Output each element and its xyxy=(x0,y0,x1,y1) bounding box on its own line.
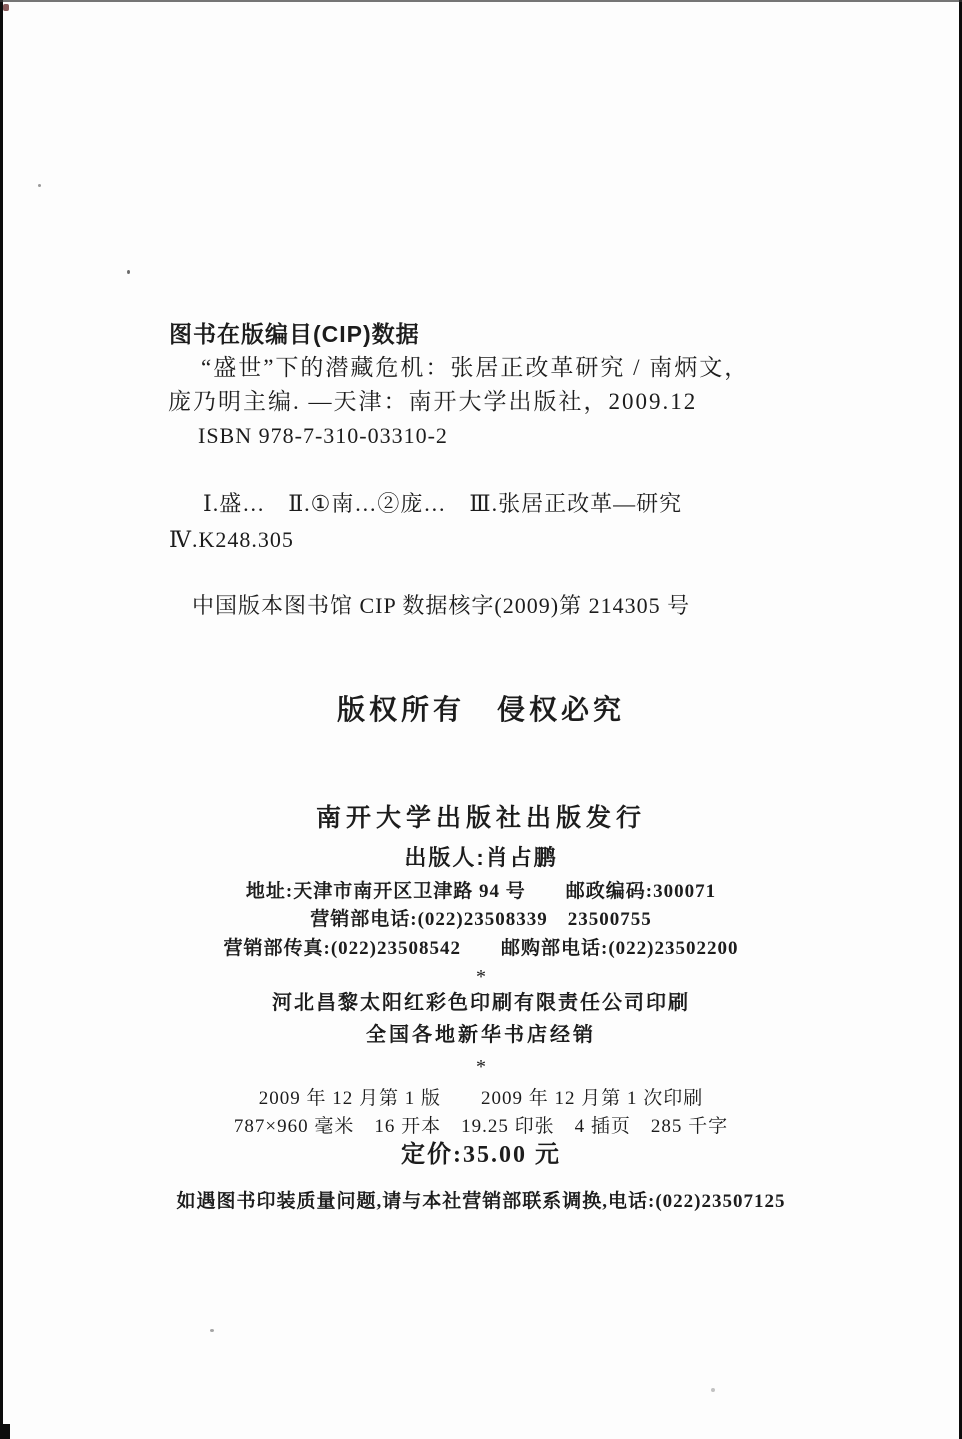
copyright-notice: 版权所有 侵权必究 xyxy=(336,694,625,725)
separator-star: * xyxy=(476,1056,486,1078)
scan-speck xyxy=(210,1329,214,1332)
cip-class-number: Ⅳ.K248.305 xyxy=(169,527,294,552)
format-line: 787×960 毫米 16 开本 19.25 印张 4 插页 285 千字 xyxy=(233,1116,729,1137)
publisher-person-line: 出版人:肖占鹏 xyxy=(404,845,558,870)
fax-mailorder-line: 营销部传真:(022)23508542 邮购部电话:(022)23502200 xyxy=(223,938,739,959)
cip-title-line: “盛世”下的潜藏危机：张居正改革研究 / 南炳文， xyxy=(201,355,750,380)
cip-isbn: ISBN 978-7-310-03310-2 xyxy=(198,423,448,448)
scan-speck xyxy=(127,270,130,274)
separator-star: * xyxy=(476,966,486,988)
cip-editors-line: 庞乃明主编. —天津：南开大学出版社，2009.12 xyxy=(168,389,698,414)
scan-edge-foot xyxy=(0,1424,10,1439)
scan-speck xyxy=(711,1388,715,1392)
cip-heading: 图书在版编目(CIP)数据 xyxy=(169,321,420,347)
cip-subjects-line: Ⅰ.盛… Ⅱ.①南…②庞… Ⅲ.张居正改革—研究 xyxy=(203,491,683,516)
edition-line: 2009 年 12 月第 1 版 2009 年 12 月第 1 次印刷 xyxy=(258,1088,704,1109)
scan-edge-left xyxy=(0,0,3,1439)
distribution-line: 全国各地新华书店经销 xyxy=(366,1024,596,1046)
publisher-address-line: 地址:天津市南开区卫津路 94 号 邮政编码:300071 xyxy=(245,881,717,902)
marketing-phone-line: 营销部电话:(022)23508339 23500755 xyxy=(310,909,652,930)
cip-record-line: 中国版本图书馆 CIP 数据核字(2009)第 214305 号 xyxy=(192,593,691,618)
printer-line: 河北昌黎太阳红彩色印刷有限责任公司印刷 xyxy=(272,992,690,1014)
price-line: 定价:35.00 元 xyxy=(401,1142,561,1168)
scan-speck xyxy=(38,184,41,187)
scan-corner-mark xyxy=(3,4,9,11)
publisher-name-line: 南开大学出版社出版发行 xyxy=(315,805,646,832)
scan-edge-top xyxy=(0,0,962,2)
quality-notice: 如遇图书印装质量问题,请与本社营销部联系调换,电话:(022)23507125 xyxy=(176,1191,786,1212)
